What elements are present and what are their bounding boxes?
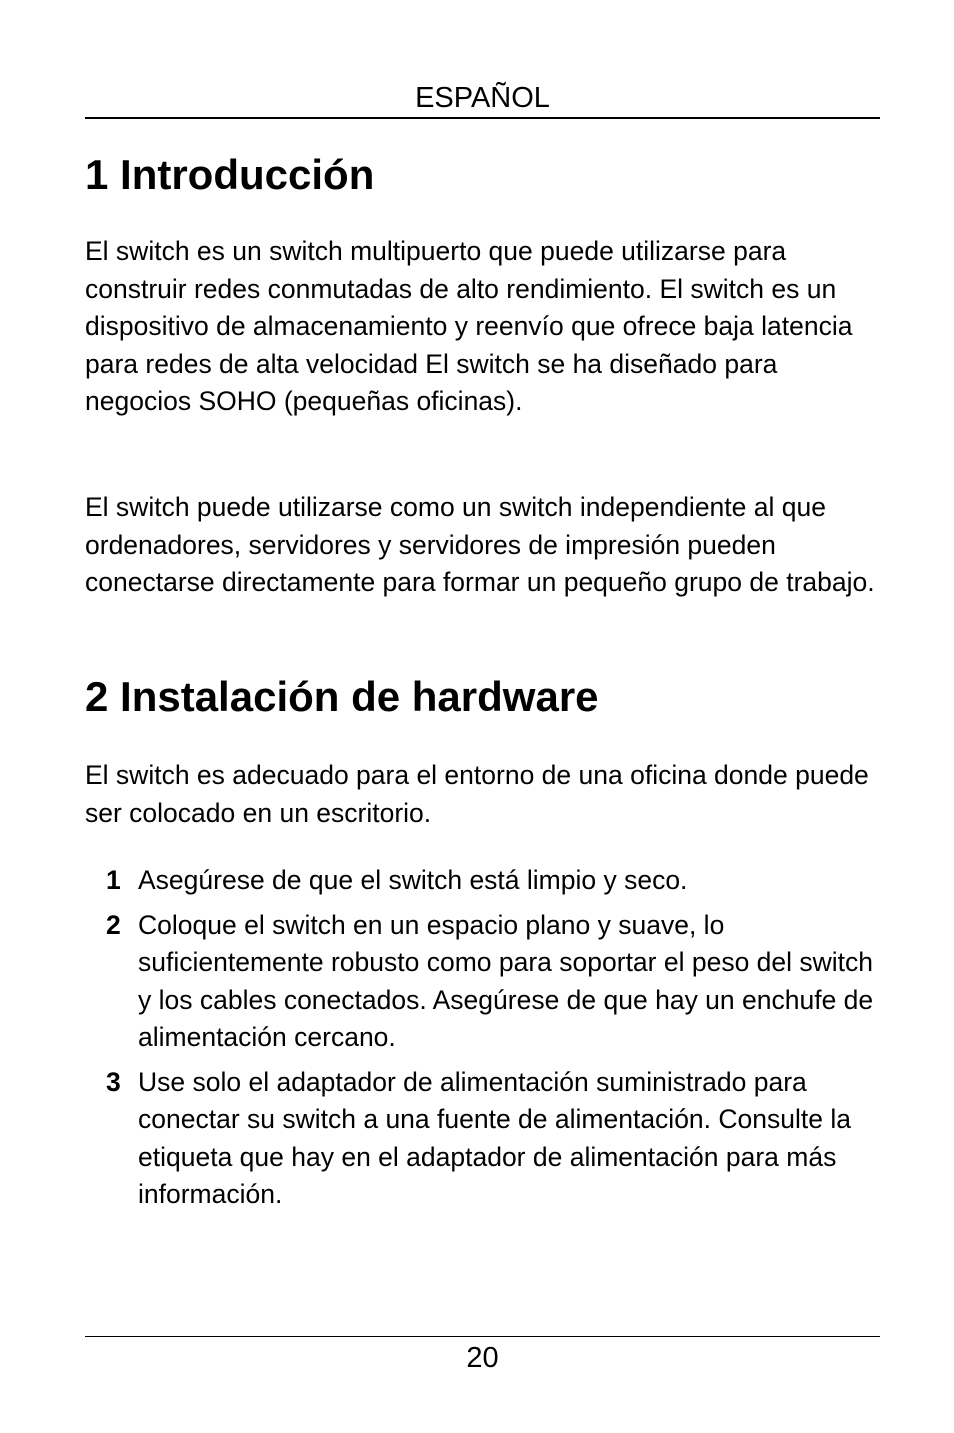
- step-number: 2: [106, 909, 121, 940]
- page-number: 20: [466, 1342, 499, 1374]
- hardware-paragraph: El switch es adecuado para el entorno de una oficina donde puede ser colocado en un escritorio.: [85, 760, 869, 828]
- step-text: Coloque el switch en un espacio plano y suave, lo suficientemente robusto como para soportar el peso del switch y los cables conectados. Asegúrese de que hay un enchufe de alimentación cercano.: [138, 909, 874, 1052]
- installation-step: [85, 907, 880, 1057]
- section-title-introduccion: 1 Introducción: [85, 151, 375, 198]
- footer-divider: [85, 1336, 880, 1337]
- step-number: 1: [106, 865, 121, 895]
- manual-page: [85, 0, 880, 1433]
- installation-step: [85, 862, 880, 900]
- intro-paragraph-2: El switch puede utilizarse como un switch independiente al que ordenadores, servidores y servidores de impresión pueden conectarse directamente para formar un pequeño grupo de trabajo.: [85, 492, 875, 597]
- installation-step: [85, 1064, 880, 1214]
- intro-paragraph-1: El switch es un switch multipuerto que puede utilizarse para construir redes conmutadas de alto rendimiento. El switch es un dispositivo de almacenamiento y reenvío que ofrece baja latencia para redes de alta velocidad El switch se ha diseñado para negocios SOHO (pequeñas oficinas).: [85, 236, 853, 416]
- header-divider: [85, 117, 880, 119]
- running-header-language: ESPAÑOL: [415, 82, 550, 114]
- step-number: 3: [106, 1066, 121, 1097]
- installation-steps-list: [85, 862, 880, 1221]
- step-text: Asegúrese de que el switch está limpio y seco.: [138, 865, 688, 895]
- step-text: Use solo el adaptador de alimentación suministrado para conectar su switch a una fuente de alimentación. Consulte la etiqueta que hay en el adaptador de alimentación para más información.: [138, 1066, 851, 1209]
- section-title-instalacion-hardware: 2 Instalación de hardware: [85, 673, 599, 720]
